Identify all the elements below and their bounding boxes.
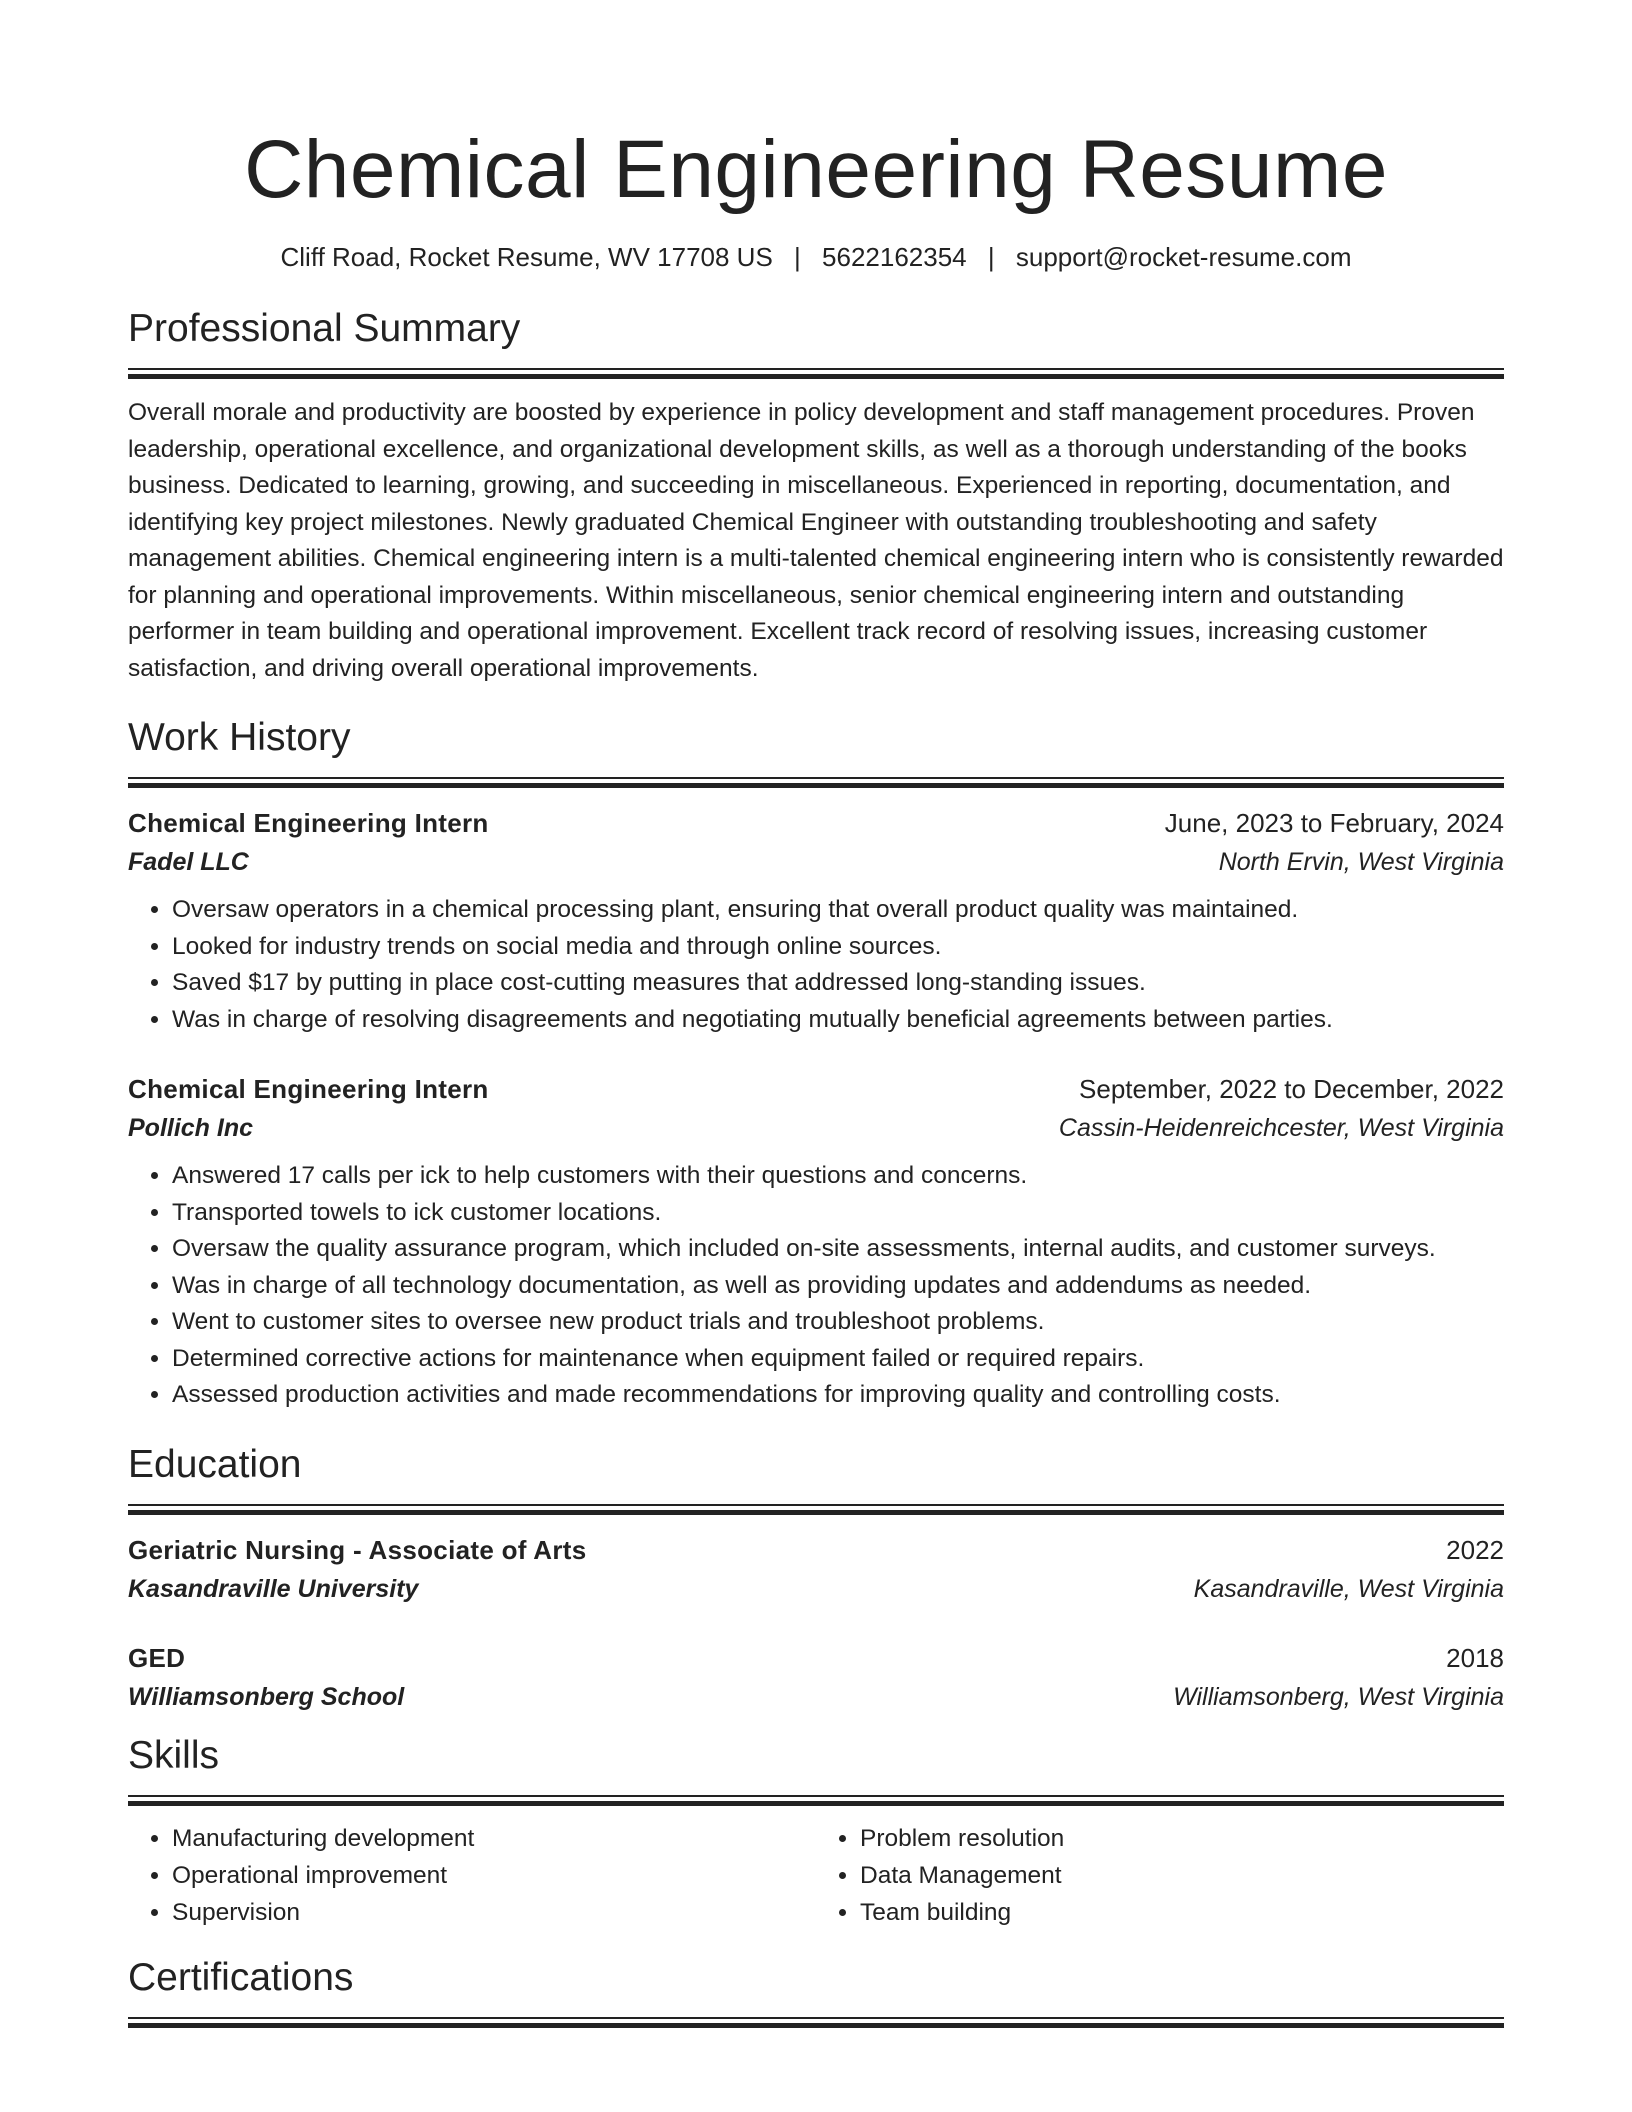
job-title: Chemical Engineering Intern xyxy=(128,808,489,838)
contact-separator: | xyxy=(794,242,801,272)
education-entry xyxy=(128,1531,1504,1609)
job-bullets xyxy=(128,1158,1504,1414)
section-heading-summary: Professional Summary xyxy=(128,307,521,350)
section-heading-work-history: Work History xyxy=(128,716,351,759)
job-title: Chemical Engineering Intern xyxy=(128,1074,489,1104)
degree-name: Geriatric Nursing - Associate of Arts xyxy=(128,1534,587,1565)
work-history-section xyxy=(128,713,1504,1414)
job-bullet: • Was in charge of all technology documentation, as well as providing updates and addendums as needed. xyxy=(172,1268,1504,1305)
graduation-year: 2018 xyxy=(1446,1642,1504,1673)
skill-item: • Manufacturing development xyxy=(172,1820,816,1857)
job-bullet: • Oversaw the quality assurance program, which included on-site assessments, internal audits, and customer surveys. xyxy=(172,1231,1504,1268)
section-divider xyxy=(128,2017,1504,2028)
resume-title: Chemical Engineering Resume xyxy=(244,124,1388,215)
job-entry xyxy=(128,804,1504,1038)
contact-line xyxy=(128,240,1504,274)
contact-separator: | xyxy=(987,242,995,272)
skills-column-left xyxy=(128,1820,816,1931)
job-bullet: • Answered 17 calls per ick to help customers with their questions and concerns. xyxy=(172,1158,1504,1195)
job-bullet: • Assessed production activities and made recommendations for improving quality and controlling costs. xyxy=(172,1377,1504,1414)
school-location: Williamsonberg, West Virginia xyxy=(1173,1682,1504,1711)
job-location: Cassin-Heidenreichcester, West Virginia xyxy=(1058,1114,1504,1142)
school-name: Williamsonberg School xyxy=(128,1682,405,1711)
school-name: Kasandraville University xyxy=(128,1574,419,1603)
job-location: North Ervin, West Virginia xyxy=(1218,848,1504,876)
job-company: Pollich Inc xyxy=(128,1114,254,1142)
job-bullet: • Oversaw operators in a chemical processing plant, ensuring that overall product quality was maintained. xyxy=(172,892,1504,929)
education-section xyxy=(128,1440,1504,1717)
contact-phone: 5622162354 xyxy=(822,242,967,272)
job-bullet: • Transported towels to ick customer locations. xyxy=(172,1195,1504,1232)
summary-text: Overall morale and productivity are boosted by experience in policy development and staff management procedures. Proven leadership, operational excellence, and organizational development skills, as well as a thorough understanding of the books business. Dedicated to learning, growing, and succeeding in miscellaneous. Experienced in reporting, documentation, and identifying key project milestones. Newly graduated Chemical Engineer with outstanding troubleshooting and safety management abilities. Chemical engineering intern is a multi-talented chemical engineering intern who is consistently rewarded for planning and operational improvements. Within miscellaneous, senior chemical engineering intern and outstanding performer in team building and operational improvement. Excellent track record of resolving issues, increasing customer satisfaction, and driving overall operational improvements. xyxy=(128,399,1504,682)
job-dates: September, 2022 to December, 2022 xyxy=(1079,1074,1504,1104)
job-bullets xyxy=(128,892,1504,1038)
skill-item: • Supervision xyxy=(172,1894,816,1931)
section-heading-certifications: Certifications xyxy=(128,1955,354,1999)
job-bullet: • Determined corrective actions for maintenance when equipment failed or required repairs. xyxy=(172,1341,1504,1378)
job-bullet: • Saved $17 by putting in place cost-cutting measures that addressed long-standing issues. xyxy=(172,965,1504,1002)
skill-item: • Data Management xyxy=(860,1857,1504,1894)
certifications-section xyxy=(128,1953,1504,2028)
skills-section xyxy=(128,1731,1504,1931)
graduation-year: 2022 xyxy=(1446,1534,1504,1565)
job-bullet: • Looked for industry trends on social media and through online sources. xyxy=(172,929,1504,966)
degree-name: GED xyxy=(128,1642,186,1673)
skill-item: • Problem resolution xyxy=(860,1820,1504,1857)
skill-item: • Operational improvement xyxy=(172,1857,816,1894)
section-divider xyxy=(128,368,1504,379)
job-bullet: • Was in charge of resolving disagreements and negotiating mutually beneficial agreements between parties. xyxy=(172,1002,1504,1039)
summary-section xyxy=(128,304,1504,687)
job-dates: June, 2023 to February, 2024 xyxy=(1164,808,1504,838)
section-heading-skills: Skills xyxy=(128,1733,220,1777)
skills-list xyxy=(128,1820,1504,1931)
job-entry xyxy=(128,1070,1504,1414)
section-heading-education: Education xyxy=(128,1442,302,1486)
section-divider xyxy=(128,1504,1504,1515)
job-bullet: • Went to customer sites to oversee new product trials and troubleshoot problems. xyxy=(172,1304,1504,1341)
skills-column-right xyxy=(816,1820,1504,1931)
contact-address: Cliff Road, Rocket Resume, WV 17708 US xyxy=(280,242,773,272)
school-location: Kasandraville, West Virginia xyxy=(1193,1574,1504,1603)
education-entry xyxy=(128,1639,1504,1717)
contact-email: support@rocket-resume.com xyxy=(1015,242,1352,272)
section-divider xyxy=(128,777,1504,788)
job-company: Fadel LLC xyxy=(128,848,249,876)
section-divider xyxy=(128,1795,1504,1806)
skill-item: • Team building xyxy=(860,1894,1504,1931)
